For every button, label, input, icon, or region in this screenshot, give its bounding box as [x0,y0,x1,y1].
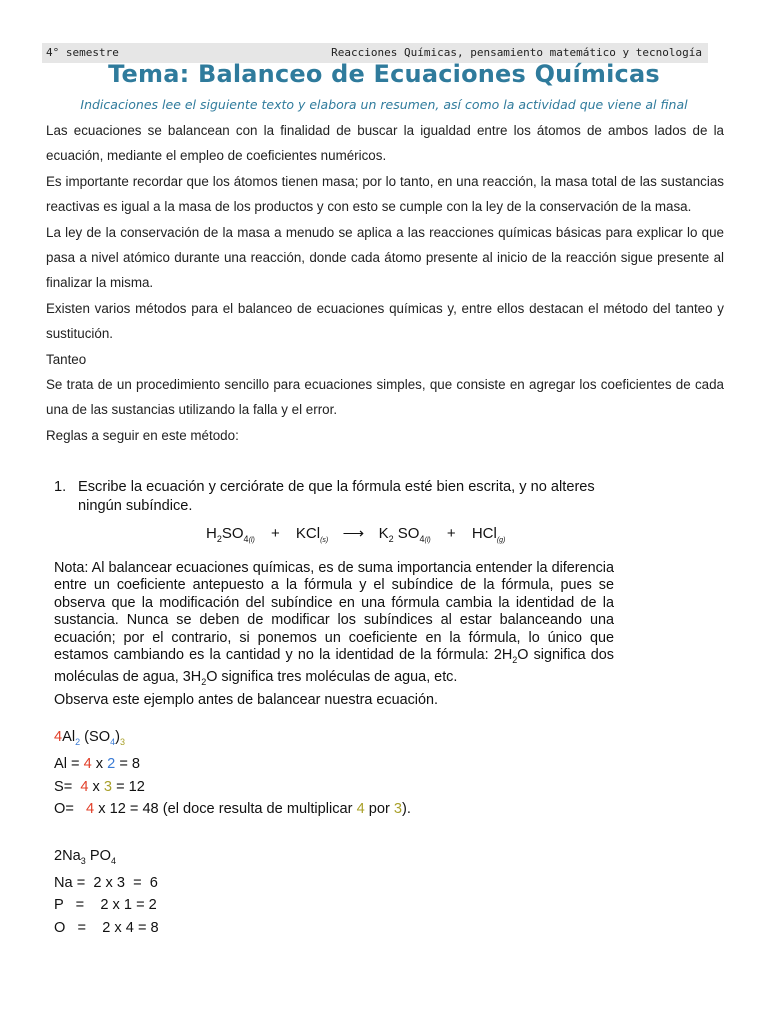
paragraph: Reglas a seguir en este método: [46,427,239,443]
factor: 3 [103,778,113,795]
example-line-al [54,753,411,775]
subscript: 3 [80,855,86,866]
example-line-o: O = 2 x 4 = 8 [54,919,159,936]
result: = 12 [112,778,145,795]
instructions: Indicaciones lee el siguiente texto y elabora un resumen, así como la actividad que viene al final [80,97,688,112]
chemical-equation [206,524,505,544]
state-label: (l) [424,537,431,544]
formula-part: (SO [80,729,111,745]
example-line-na: Na = 2 x 3 = 6 [54,874,158,891]
note-part: Nota: Al balancear ecuaciones químicas, es de suma importancia entender la diferencia entre un coeficiente antepuesto a la fórmula y el subíndice de la fórmula, pues se observa que la modificación del subíndice en una fórmula cambia la identidad de la sustancia. Nunca se deben de modificar los subíndices al estar balanceando una ecuación; por el contrario, si ponemos un coeficiente en la fórmula, lo único que estamos cambiando es la cantidad y no la identidad de la fórmula: 2H [54,560,614,664]
reaction-arrow-icon: ⟶ [342,525,365,542]
note-part: O significa tres moléculas de agua, etc. [206,669,458,686]
example-line-o [54,798,411,820]
subscript: 2 [512,654,518,665]
factor: 4 [80,778,89,795]
example-formula [54,845,411,872]
subscript: 3 [120,736,126,747]
subscript: 4 [243,534,249,544]
paragraph: La ley de la conservación de la masa a menudo se aplica a las reacciones químicas básicas para explicar lo que pasa a nivel atómico durante una reacción, donde cada átomo presente al inicio de la reacción sigue presente al finalizar la misma. [46,224,724,291]
subscript: 2 [201,677,207,688]
state-label: (l) [248,537,255,544]
paragraph: Se trata de un procedimiento sencillo para ecuaciones simples, que consiste en agregar los coeficientes de cada una de las sustancias utilizando la falla y el error. [46,377,724,418]
formula-part: Al [62,729,76,745]
note-instruction: Observa este ejemplo antes de balancear nuestra ecuación. [54,691,438,708]
header-subject: Reacciones Químicas, pensamiento matemático y tecnología [331,46,702,59]
subscript: 4 [110,855,116,866]
formula-part: SO [221,525,244,542]
plus-sign: + [446,525,456,542]
page-title: Tema: Balanceo de Ecuaciones Químicas [108,60,660,88]
element-label: S= [54,778,77,795]
state-label: (g) [496,537,506,544]
state-label: (s) [320,537,329,544]
formula-part: HCl [471,525,497,542]
formula-part: ) [115,729,121,745]
formula-part: 2Na [54,847,81,864]
example-line-p: P = 2 x 1 = 2 [54,897,157,914]
factor: 2 [107,756,116,773]
operator: x [88,778,104,795]
body-text [46,118,724,448]
formula-part: K [378,525,389,542]
coefficient: 4 [54,729,63,745]
element-label: O= [54,801,78,818]
factor: 4 [356,801,365,818]
rule-text: Escribe la ecuación y cerciórate de que la fórmula esté bien escrita, y no alteres [78,479,595,495]
example-line-s [54,776,411,798]
header-semester: 4° semestre [46,46,119,59]
subscript: 4 [110,736,116,747]
result: = 8 [115,756,141,773]
explanation: x 12 = 48 (el doce resulta de multiplicar [94,801,357,818]
note-part: O significa dos moléculas de agua, 3H [54,647,614,686]
factor: 4 [83,756,92,773]
paragraph: Existen varios métodos para el balanceo de ecuaciones químicas y, entre ellos destacan el método del tanteo y sustitución. [46,300,724,342]
factor: 3 [393,801,403,818]
paragraph: Es importante recordar que los átomos tienen masa; por lo tanto, en una reacción, la masa total de las sustancias reactivas es igual a la masa de los productos y con esto se cumple con la ley de la conservación de la masa. [46,173,724,215]
subscript: 2 [216,534,222,544]
formula-part: KCl [295,525,321,542]
subscript: 4 [419,534,425,544]
examples [54,726,411,939]
subscript: 2 [388,534,394,544]
explanation: ). [402,801,411,818]
note-box [54,560,614,709]
section-heading: Tanteo [46,351,87,367]
explanation: por [364,801,394,818]
element-label: Al = [54,756,84,773]
note-text [54,560,614,692]
formula-part: PO [85,847,111,864]
factor: 4 [86,801,95,818]
plus-sign: + [270,525,280,542]
rule-number: 1. [54,479,67,495]
rule-text-continued: ningún subíndice. [78,498,193,514]
example-formula [54,726,411,753]
formula-part: H [206,525,217,542]
paragraph: Las ecuaciones se balancean con la finalidad de buscar la igualdad entre los átomos de ambos lados de la ecuación, mediante el empleo de coeficientes numéricos. [46,123,724,164]
rule-1 [54,478,614,516]
formula-part: SO [397,525,420,542]
operator: x [91,756,108,773]
subscript: 2 [75,736,81,747]
